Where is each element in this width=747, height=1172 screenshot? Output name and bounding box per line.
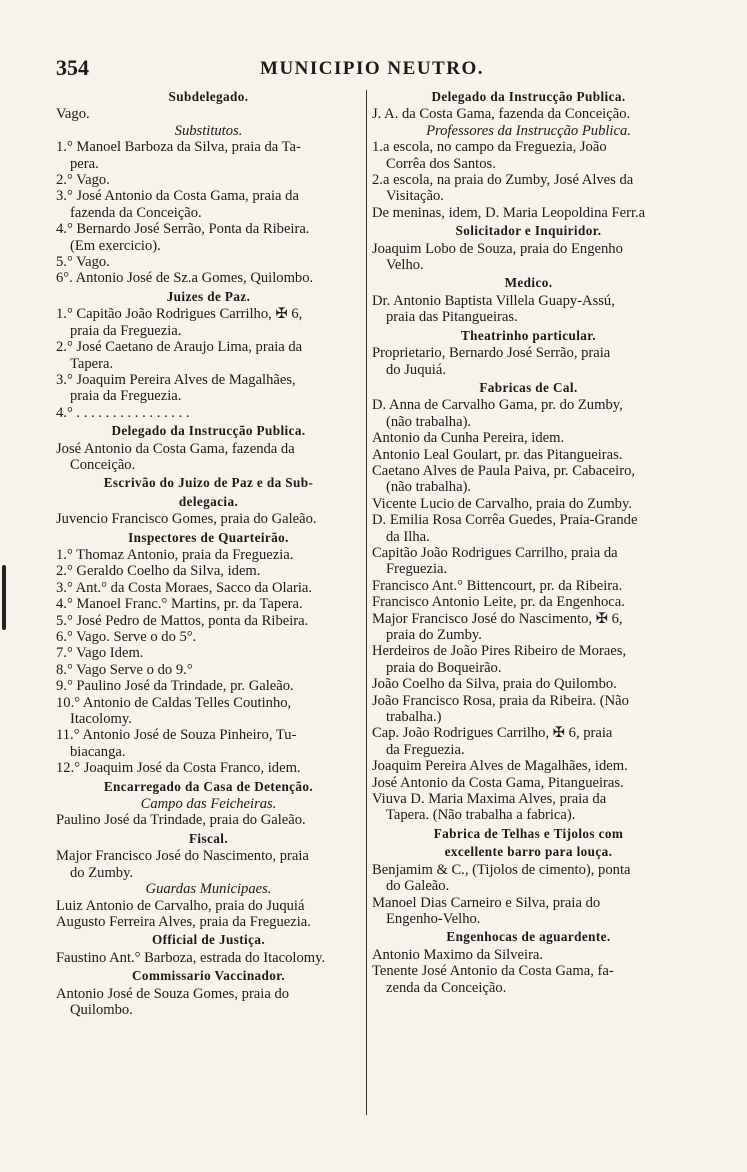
entry-line: 6.° Vago. Serve o do 5°.: [56, 629, 197, 645]
entry-line: 12.° Joaquim José da Costa Franco, idem.: [56, 760, 301, 777]
section-heading: Fabrica de Telhas e Tijolos com: [433, 825, 624, 841]
entry-continuation: fazenda da Conceição.: [70, 204, 202, 221]
entry-line: 3.° Ant.° da Costa Moraes, Sacco da Olaria.: [56, 579, 313, 596]
entry-continuation: Tapera. (Não trabalha a fabrica).: [386, 807, 576, 824]
entry-line: 11.° Antonio José de Souza Pinheiro, Tu-: [56, 727, 297, 744]
section-heading: Delegado da Instrucção Publica.: [431, 89, 626, 104]
entry-line: Major Francisco José do Nascimento, praia: [56, 848, 309, 865]
entry-line: 5.° José Pedro de Mattos, ponta da Ribeira.: [56, 612, 309, 629]
entry-line: 6°. Antonio José de Sz.a Gomes, Quilombo.: [56, 270, 314, 287]
entry-line: 1.° Manoel Barboza da Silva, praia da Ta-: [56, 139, 301, 156]
entry-continuation: Engenho-Velho.: [386, 910, 481, 927]
entry-line: Antonio José de Souza Gomes, praia do: [56, 985, 290, 1002]
entry-line: Luiz Antonio de Carvalho, praia do Juquiá: [56, 897, 305, 914]
right-column: [372, 87, 685, 996]
entry-line: Vago.: [56, 106, 90, 123]
subheading: Professores da Instrucção Publica.: [426, 122, 631, 139]
entry-continuation: Velho.: [386, 257, 424, 274]
entry-line: 4.° Bernardo José Serrão, Ponta da Ribeira.: [56, 221, 310, 238]
page-header: [56, 55, 688, 85]
entry-continuation: Freguezia.: [386, 561, 448, 578]
section-heading: Escrivão do Juizo de Paz e da Sub-: [103, 475, 314, 491]
subheading: Substitutos.: [174, 122, 243, 139]
entry-continuation: praia da Freguezia.: [70, 322, 182, 339]
entry-line: Cap. João Rodrigues Carrilho, ✠ 6, praia: [372, 725, 613, 742]
entry-line: João Francisco Rosa, praia da Ribeira. (Não: [372, 692, 629, 709]
entry-continuation: Conceição.: [70, 456, 136, 473]
entry-line: José Antonio da Costa Gama, Pitangueiras.: [372, 774, 624, 791]
binding-mark: [2, 565, 6, 630]
section-heading: Solicitador e Inquiridor.: [455, 223, 602, 239]
entry-continuation: Tapera.: [70, 355, 114, 372]
section-heading: Medico.: [504, 275, 553, 291]
entry-continuation: Itacolomy.: [70, 711, 132, 728]
entry-continuation: da Ilha.: [386, 528, 430, 545]
entry-line: Antonio da Cunha Pereira, idem.: [372, 430, 565, 447]
entry-line: Francisco Antonio Leite, pr. da Engenhoca.: [372, 594, 625, 611]
entry-line: Antonio Leal Goulart, pr. das Pitangueiras.: [372, 446, 623, 463]
section-heading: Subdelegado.: [168, 89, 249, 104]
entry-line: Dr. Antonio Baptista Villela Guapy-Assú,: [372, 292, 615, 309]
entry-line: Augusto Ferreira Alves, praia da Freguezia.: [56, 913, 311, 930]
section-heading: Engenhocas de aguardente.: [446, 929, 611, 945]
entry-continuation: biacanga.: [70, 743, 126, 760]
entry-line: Herdeiros de João Pires Ribeiro de Moraes,: [372, 643, 627, 660]
entry-line: Faustino Ant.° Barboza, estrada do Itacolomy.: [56, 949, 326, 966]
entry-line: Antonio Maximo da Silveira.: [372, 946, 544, 963]
entry-continuation: praia das Pitangueiras.: [386, 309, 518, 326]
section-heading: Theatrinho particular.: [460, 327, 597, 343]
entry-line: Caetano Alves de Paula Paiva, pr. Cabaceiro,: [372, 462, 636, 479]
section-heading: delegacia.: [178, 493, 239, 509]
entry-continuation: praia do Boqueirão.: [386, 659, 502, 676]
left-column: [56, 87, 361, 1018]
entry-line: Tenente José Antonio da Costa Gama, fa-: [372, 963, 614, 980]
entry-line: 1.a escola, no campo da Freguezia, João: [372, 139, 607, 156]
entry-line: 2.a escola, na praia do Zumby, José Alves da: [372, 172, 634, 189]
entry-line: Francisco Ant.° Bittencourt, pr. da Ribeira.: [372, 577, 623, 594]
entry-line: 2.° José Caetano de Araujo Lima, praia da: [56, 339, 303, 356]
entry-line: D. Emilia Rosa Corrêa Guedes, Praia-Grande: [372, 512, 638, 529]
entry-line: João Coelho da Silva, praia do Quilombo.: [372, 676, 617, 693]
entry-line: Joaquim Lobo de Souza, praia do Engenho: [372, 240, 623, 257]
entry-line: 2.° Geraldo Coelho da Silva, idem.: [56, 563, 261, 580]
entry-line: Vicente Lucio de Carvalho, praia do Zumby.: [372, 495, 632, 512]
entry-continuation: do Juquiá.: [386, 361, 446, 378]
entry-line: 5.° Vago.: [56, 254, 110, 271]
section-heading: Juizes de Paz.: [166, 288, 251, 304]
entry-line: 7.° Vago Idem.: [56, 645, 144, 662]
entry-line: 2.° Vago.: [56, 172, 110, 189]
section-heading: Inspectores de Quarteirão.: [128, 529, 289, 545]
entry-continuation: do Galeão.: [386, 878, 450, 895]
entry-line: Manoel Dias Carneiro e Silva, praia do: [372, 894, 601, 911]
entry-continuation: praia da Freguezia.: [70, 388, 182, 405]
page-title: MUNICIPIO NEUTRO.: [260, 58, 484, 79]
entry-continuation: pera.: [70, 155, 99, 172]
entry-continuation: (não trabalha).: [386, 479, 472, 496]
entry-continuation: trabalha.): [386, 709, 442, 726]
entry-line: Viuva D. Maria Maxima Alves, praia da: [372, 791, 607, 808]
entry-line: 1.° Thomaz Antonio, praia da Freguezia.: [56, 546, 294, 563]
section-heading: Delegado da Instrucção Publica.: [111, 423, 306, 439]
entry-line: 8.° Vago Serve o do 9.°: [56, 661, 193, 678]
entry-line: Joaquim Pereira Alves de Magalhães, idem.: [372, 758, 628, 775]
entry-continuation: Quilombo.: [70, 1001, 133, 1018]
entry-line: Proprietario, Bernardo José Serrão, praia: [372, 345, 611, 362]
section-heading: Fiscal.: [188, 830, 229, 846]
entry-line: Paulino José da Trindade, praia do Galeão.: [56, 812, 306, 829]
entry-continuation: praia do Zumby.: [386, 627, 482, 643]
entry-line: Major Francisco José do Nascimento, ✠ 6,: [372, 610, 623, 627]
page-number: 354: [56, 55, 89, 80]
entry-line: 3.° José Antonio da Costa Gama, praia da: [56, 188, 299, 205]
entry-line: 1.° Capitão João Rodrigues Carrilho, ✠ 6,: [56, 306, 303, 323]
section-heading: Commissario Vaccinador.: [131, 968, 286, 984]
entry-continuation: Corrêa dos Santos.: [386, 155, 496, 172]
entry-continuation: (Em exercicio).: [70, 237, 161, 254]
entry-line: De meninas, idem, D. Maria Leopoldina Ferr.a: [372, 204, 646, 221]
entry-line: Juvencio Francisco Gomes, praia do Galeão.: [56, 511, 317, 528]
subheading: Guardas Municipaes.: [145, 881, 272, 898]
entry-continuation: zenda da Conceição.: [386, 979, 507, 996]
entry-continuation: do Zumby.: [70, 864, 134, 881]
entry-line: 3.° Joaquim Pereira Alves de Magalhães,: [56, 371, 296, 388]
entry-line: 9.° Paulino José da Trindade, pr. Galeão.: [56, 678, 294, 695]
entry-line: 4.° Manoel Franc.° Martins, pr. da Tapera.: [56, 596, 303, 613]
entry-line: D. Anna de Carvalho Gama, pr. do Zumby,: [372, 397, 623, 414]
entry-continuation: Visitação.: [386, 188, 444, 205]
entry-line: Benjamim & C., (Tijolos de cimento), ponta: [372, 861, 631, 878]
entry-line: 4.° . . . . . . . . . . . . . . . .: [56, 404, 190, 421]
entry-line: Capitão João Rodrigues Carrilho, praia da: [372, 544, 618, 561]
subheading: Campo das Feicheiras.: [140, 796, 277, 813]
section-heading: Encarregado da Casa de Detenção.: [103, 778, 314, 794]
entry-line: José Antonio da Costa Gama, fazenda da: [56, 440, 295, 457]
column-divider: [366, 90, 367, 1115]
section-heading: Official de Justiça.: [151, 932, 266, 948]
section-heading: Fabricas de Cal.: [479, 379, 578, 395]
entry-line: J. A. da Costa Gama, fazenda da Conceição.: [372, 106, 631, 123]
entry-continuation: (não trabalha).: [386, 413, 472, 430]
entry-continuation: da Freguezia.: [386, 741, 465, 758]
section-heading: excellente barro para louça.: [444, 844, 613, 860]
entry-line: 10.° Antonio de Caldas Telles Coutinho,: [56, 694, 292, 711]
